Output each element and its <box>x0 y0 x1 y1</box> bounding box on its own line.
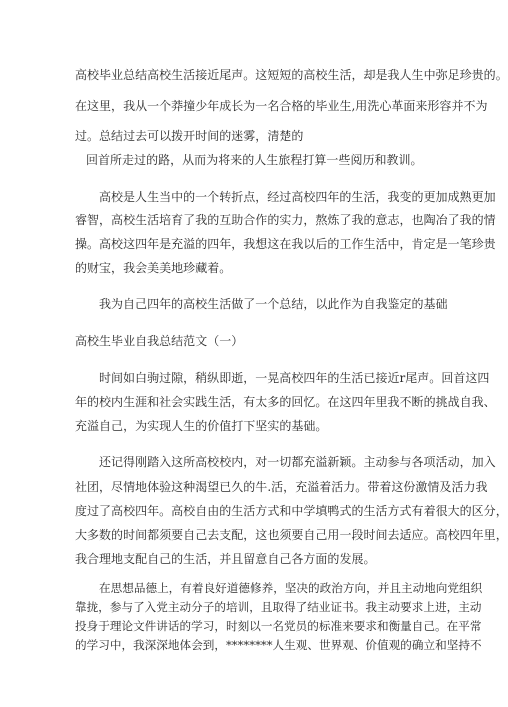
text-line: 高校毕业总结高校生活接近尾声。这短短的高校生活，却是我人生中弥足珍贵的。 <box>75 68 508 82</box>
paragraph-first-line: 在思想品德上，有着良好道德修养，坚决的政治方向，并且主动地向党组织 <box>99 581 483 595</box>
text-line: 充溢自己，为实现人生的价值打下坚实的基础。 <box>75 419 328 433</box>
text-line: 的财宝，我会美美地珍藏着。 <box>75 261 232 275</box>
text-line: 我合理地支配自己的生活，并且留意自己各方面的发展。 <box>75 552 376 566</box>
text-line: 睿智，高校生活培育了我的互助合作的实力，熬炼了我的意志，也陶冶了我的情 <box>75 213 496 227</box>
text-line: 度过了高校四年。高校自由的生活方式和中学填鸭式的生活方式有着很大的区分， <box>75 504 508 518</box>
text-line: 年的校内生涯和社会实践生活，有太多的回忆。在这四年里我不断的挑战自我、 <box>75 395 496 409</box>
text-line: 回首所走过的路，从而为将来的人生旅程打算一些阅历和教训。 <box>86 153 423 167</box>
text-line: 在这里，我从一个莽撞少年成长为一名合格的毕业生,用洗心革面来形容并不为 <box>75 99 488 113</box>
text-line: 靠拢，参与了入党主动分子的培训，且取得了结业证书。我主动要求上进，主动 <box>75 600 482 614</box>
paragraph-first-line: 时间如白驹过隙，稍纵即逝，一晃高校四年的生活已接近r尾声。回首这四 <box>99 371 490 385</box>
text-line: 大多数的时间都须要自己去支配，这也须要自己用一段时间去适应。高校四年里， <box>75 528 508 542</box>
paragraph-first-line: 还记得刚踏入这所高校校内，对一切都充溢新颖。主动参与各项活动，加入 <box>99 455 496 469</box>
text-line: 过。总结过去可以拨开时间的迷雾，清楚的 <box>75 129 304 143</box>
text-line: 社团，尽情地体验这种渴望已久的牛.活，充溢着活力。带着这份激情及活力我 <box>75 480 488 494</box>
text-line: 投身于理论文件讲话的学习，时刻以一名党员的标准来要求和衡量自己。在平常 <box>75 619 482 633</box>
paragraph-first-line: 高校是人生当中的一个转折点，经过高校四年的生活，我变的更加成熟更加 <box>99 190 496 204</box>
section-heading: 高校生毕业自我总结范文（一） <box>75 334 244 348</box>
text-line: 操。高校这四年是充溢的四年，我想这在我以后的工作生活中，肯定是一笔珍贵 <box>75 237 496 251</box>
summary-sentence: 我为自己四年的高校生活做了一个总结，以此作为自我鉴定的基础 <box>99 297 448 311</box>
text-line: 的学习中，我深深地体会到，********人生观、世界观、价值观的确立和坚持不 <box>75 638 482 652</box>
